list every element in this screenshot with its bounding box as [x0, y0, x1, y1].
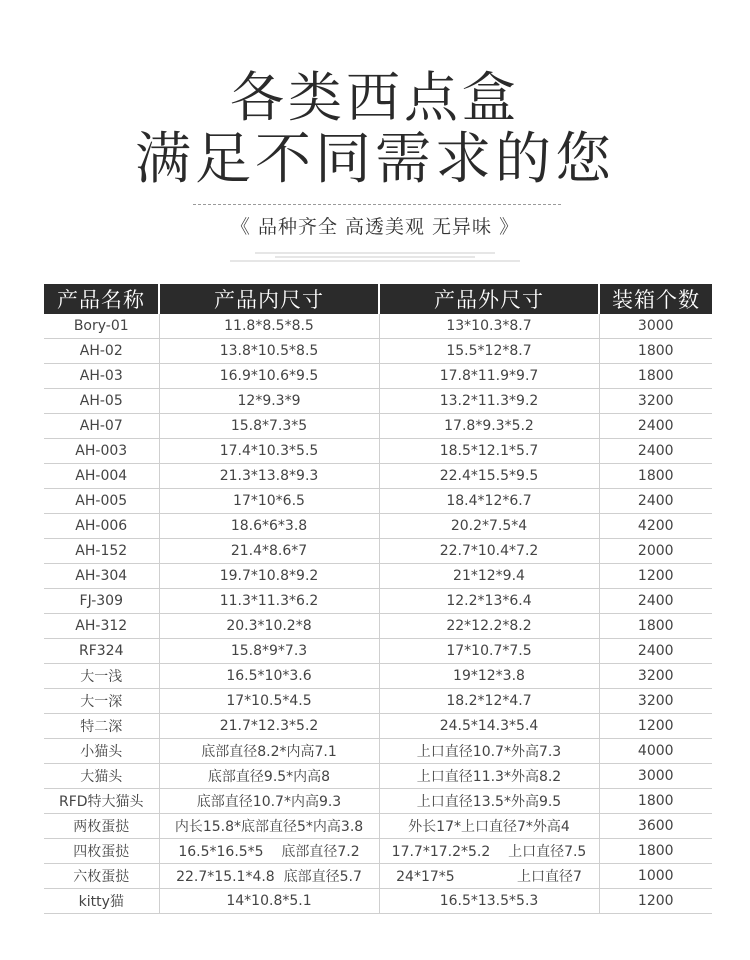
cell-box-quantity: 2000 — [599, 539, 712, 564]
cell-outer-size: 19*12*3.8 — [379, 664, 599, 689]
cell-box-quantity: 1200 — [599, 564, 712, 589]
cell-product-name: 大一深 — [44, 689, 159, 714]
cell-product-name: 特二深 — [44, 714, 159, 739]
cell-outer-size: 22.7*10.4*7.2 — [379, 539, 599, 564]
table-row — [44, 889, 712, 914]
cell-box-quantity: 3000 — [599, 314, 712, 339]
table-row — [44, 464, 712, 489]
cell-outer-size: 13*10.3*8.7 — [379, 314, 599, 339]
cell-product-name: kitty猫 — [44, 889, 159, 914]
cell-product-name: AH-05 — [44, 389, 159, 414]
cell-box-quantity: 2400 — [599, 639, 712, 664]
table-row — [44, 764, 712, 789]
cell-inner-size: 21.3*13.8*9.3 — [159, 464, 379, 489]
header-outer-size: 产品外尺寸 — [379, 284, 599, 314]
cell-inner-size: 底部直径8.2*内高7.1 — [159, 739, 379, 764]
cell-box-quantity: 2400 — [599, 589, 712, 614]
cell-inner-size: 17*10*6.5 — [159, 489, 379, 514]
cell-outer-size: 外长17*上口直径7*外高4 — [379, 814, 599, 839]
cell-inner-size: 内长15.8*底部直径5*内高3.8 — [159, 814, 379, 839]
cell-box-quantity: 1800 — [599, 464, 712, 489]
cell-inner-size: 15.8*7.3*5 — [159, 414, 379, 439]
cell-inner-size: 21.4*8.6*7 — [159, 539, 379, 564]
dashed-divider — [193, 204, 561, 205]
cell-inner-size: 16.9*10.6*9.5 — [159, 364, 379, 389]
cell-inner-size: 17.4*10.3*5.5 — [159, 439, 379, 464]
table-row — [44, 814, 712, 839]
cell-outer-size: 22.4*15.5*9.5 — [379, 464, 599, 489]
cell-outer-size: 上口直径11.3*外高8.2 — [379, 764, 599, 789]
cell-inner-size: 15.8*9*7.3 — [159, 639, 379, 664]
header-box-quantity: 装箱个数 — [599, 284, 712, 314]
cell-inner-size: 22.7*15.1*4.8 底部直径5.7 — [159, 864, 379, 889]
cell-product-name: AH-003 — [44, 439, 159, 464]
cell-inner-size: 12*9.3*9 — [159, 389, 379, 414]
cell-inner-size: 16.5*16.5*5 底部直径7.2 — [159, 839, 379, 864]
cell-inner-size: 19.7*10.8*9.2 — [159, 564, 379, 589]
cell-inner-size: 14*10.8*5.1 — [159, 889, 379, 914]
cell-outer-size: 20.2*7.5*4 — [379, 514, 599, 539]
cell-inner-size: 11.8*8.5*8.5 — [159, 314, 379, 339]
cell-box-quantity: 1800 — [599, 339, 712, 364]
cell-box-quantity: 4000 — [599, 739, 712, 764]
table-row — [44, 589, 712, 614]
table-row — [44, 639, 712, 664]
cell-outer-size: 17*10.7*7.5 — [379, 639, 599, 664]
cell-product-name: AH-304 — [44, 564, 159, 589]
cell-product-name: 四枚蛋挞 — [44, 839, 159, 864]
cell-outer-size: 12.2*13*6.4 — [379, 589, 599, 614]
cell-product-name: AH-006 — [44, 514, 159, 539]
cell-product-name: AH-005 — [44, 489, 159, 514]
cell-outer-size: 24*17*5 上口直径7 — [379, 864, 599, 889]
cell-product-name: FJ-309 — [44, 589, 159, 614]
table-row — [44, 364, 712, 389]
cell-product-name: AH-07 — [44, 414, 159, 439]
cell-product-name: AH-004 — [44, 464, 159, 489]
cell-box-quantity: 2400 — [599, 414, 712, 439]
cell-box-quantity: 4200 — [599, 514, 712, 539]
cell-box-quantity: 1200 — [599, 889, 712, 914]
table-body — [44, 314, 712, 914]
decorative-faint-lines — [0, 250, 750, 264]
cell-outer-size: 17.8*11.9*9.7 — [379, 364, 599, 389]
table-row — [44, 339, 712, 364]
table-row — [44, 614, 712, 639]
cell-box-quantity: 3600 — [599, 814, 712, 839]
cell-outer-size: 22*12.2*8.2 — [379, 614, 599, 639]
table-row — [44, 714, 712, 739]
table-header-row — [44, 284, 712, 314]
cell-box-quantity: 3000 — [599, 764, 712, 789]
cell-box-quantity: 1000 — [599, 864, 712, 889]
cell-product-name: AH-02 — [44, 339, 159, 364]
cell-box-quantity: 1800 — [599, 839, 712, 864]
cell-product-name: 小猫头 — [44, 739, 159, 764]
cell-inner-size: 13.8*10.5*8.5 — [159, 339, 379, 364]
table-row — [44, 864, 712, 889]
hero-subtitle: 《 品种齐全 高透美观 无异味 》 — [230, 216, 520, 238]
table-row — [44, 839, 712, 864]
table-row — [44, 414, 712, 439]
cell-box-quantity: 1800 — [599, 364, 712, 389]
cell-outer-size: 18.4*12*6.7 — [379, 489, 599, 514]
cell-product-name: RFD特大猫头 — [44, 789, 159, 814]
cell-box-quantity: 1800 — [599, 789, 712, 814]
cell-inner-size: 底部直径9.5*内高8 — [159, 764, 379, 789]
cell-inner-size: 底部直径10.7*内高9.3 — [159, 789, 379, 814]
cell-product-name: AH-312 — [44, 614, 159, 639]
hero-title-line2: 满足不同需求的您 — [135, 127, 615, 192]
cell-box-quantity: 1800 — [599, 614, 712, 639]
table-row — [44, 689, 712, 714]
cell-product-name: RF324 — [44, 639, 159, 664]
table-row — [44, 789, 712, 814]
product-size-table — [44, 284, 712, 914]
cell-inner-size: 16.5*10*3.6 — [159, 664, 379, 689]
cell-inner-size: 17*10.5*4.5 — [159, 689, 379, 714]
cell-outer-size: 17.7*17.2*5.2 上口直径7.5 — [379, 839, 599, 864]
cell-product-name: Bory-01 — [44, 314, 159, 339]
cell-outer-size: 16.5*13.5*5.3 — [379, 889, 599, 914]
table-row — [44, 564, 712, 589]
cell-box-quantity: 2400 — [599, 439, 712, 464]
table-row — [44, 739, 712, 764]
cell-inner-size: 21.7*12.3*5.2 — [159, 714, 379, 739]
cell-outer-size: 15.5*12*8.7 — [379, 339, 599, 364]
cell-outer-size: 13.2*11.3*9.2 — [379, 389, 599, 414]
cell-box-quantity: 3200 — [599, 664, 712, 689]
table-row — [44, 489, 712, 514]
cell-product-name: 大猫头 — [44, 764, 159, 789]
cell-box-quantity: 3200 — [599, 389, 712, 414]
cell-box-quantity: 3200 — [599, 689, 712, 714]
hero-title-line1: 各类西点盒 — [230, 66, 520, 129]
cell-outer-size: 上口直径13.5*外高9.5 — [379, 789, 599, 814]
table-row — [44, 539, 712, 564]
table-row — [44, 314, 712, 339]
header-inner-size: 产品内尺寸 — [159, 284, 379, 314]
cell-outer-size: 24.5*14.3*5.4 — [379, 714, 599, 739]
cell-outer-size: 21*12*9.4 — [379, 564, 599, 589]
cell-product-name: 大一浅 — [44, 664, 159, 689]
table-row — [44, 514, 712, 539]
table-row — [44, 389, 712, 414]
cell-inner-size: 11.3*11.3*6.2 — [159, 589, 379, 614]
cell-outer-size: 18.5*12.1*5.7 — [379, 439, 599, 464]
cell-product-name: AH-03 — [44, 364, 159, 389]
table-row — [44, 439, 712, 464]
cell-inner-size: 20.3*10.2*8 — [159, 614, 379, 639]
cell-inner-size: 18.6*6*3.8 — [159, 514, 379, 539]
cell-outer-size: 17.8*9.3*5.2 — [379, 414, 599, 439]
cell-product-name: 两枚蛋挞 — [44, 814, 159, 839]
header-product-name: 产品名称 — [44, 284, 159, 314]
table-row — [44, 664, 712, 689]
cell-product-name: AH-152 — [44, 539, 159, 564]
cell-product-name: 六枚蛋挞 — [44, 864, 159, 889]
cell-outer-size: 18.2*12*4.7 — [379, 689, 599, 714]
cell-box-quantity: 2400 — [599, 489, 712, 514]
cell-outer-size: 上口直径10.7*外高7.3 — [379, 739, 599, 764]
cell-box-quantity: 1200 — [599, 714, 712, 739]
